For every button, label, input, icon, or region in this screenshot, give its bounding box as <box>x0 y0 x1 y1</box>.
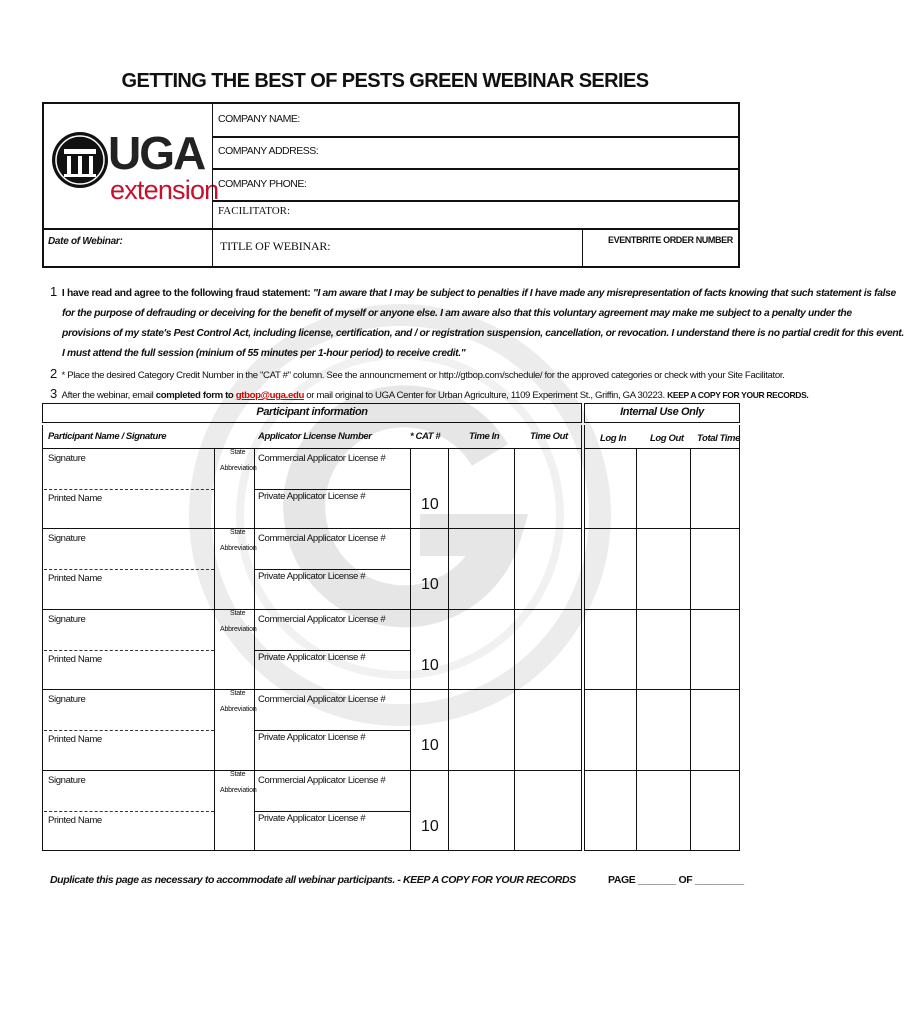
commercial-license-field[interactable]: Commercial Applicator License # <box>258 694 386 706</box>
col-cat-header: * CAT # <box>410 431 441 442</box>
col-time-out-header: Time Out <box>530 431 568 442</box>
email-instruction-b: completed form to <box>155 390 236 401</box>
private-license-field[interactable]: Private Applicator License # <box>258 651 366 663</box>
commercial-license-field[interactable]: Commercial Applicator License # <box>258 774 386 786</box>
signature-divider <box>44 811 214 812</box>
time-out-cell[interactable] <box>515 610 581 690</box>
facilitator-label[interactable]: FACILITATOR: <box>218 205 291 217</box>
divider <box>212 104 213 266</box>
divider <box>212 168 740 170</box>
fraud-statement-4: I must attend the full session (minium of 55 minutes per 1-hour period) to receive credit." <box>62 348 466 359</box>
divider <box>636 449 637 529</box>
fraud-statement-1: "I am aware that I may be subject to penalties if I have made any misrepresentation of facts knowing that such statement is false <box>312 288 896 299</box>
title-of-webinar-label[interactable]: TITLE OF WEBINAR: <box>220 239 331 253</box>
email-instruction-c: or mail original to UGA Center for Urban Agriculture, 1109 Experiment St., Griffin, GA 30223. <box>303 390 668 401</box>
fraud-statement-2: for the purpose of defrauding or deceiving for the benefit of myself or anyone else. I am aware also that this voluntary agreement may make me subject to a penalty under the <box>62 308 852 319</box>
divider <box>636 610 637 690</box>
company-phone-label[interactable]: COMPANY PHONE: <box>218 178 307 190</box>
col-total-time-header: Total Time <box>697 433 740 444</box>
page-title: GETTING THE BEST OF PESTS GREEN WEBINAR SERIES <box>121 70 649 92</box>
printed-name-field[interactable]: Printed Name <box>48 573 102 585</box>
divider <box>254 650 410 651</box>
internal-row <box>584 449 740 529</box>
time-in-cell[interactable] <box>449 529 513 609</box>
participant-info-header: Participant information <box>42 403 582 423</box>
divider <box>690 690 691 770</box>
time-in-cell[interactable] <box>449 771 513 851</box>
signature-divider <box>44 650 214 651</box>
divider <box>214 610 215 690</box>
signature-field[interactable]: Signature <box>48 774 86 786</box>
item-number: 3 <box>50 386 57 401</box>
divider <box>214 529 215 609</box>
signature-field[interactable]: Signature <box>48 533 86 545</box>
divider <box>636 690 637 770</box>
fraud-statement-3: provisions of my state's Pest Control Act, including license, certification, and / or registration suspension, cancellation, or revocation. I understand there is no partial credit for this event. <box>62 328 904 339</box>
divider <box>212 200 740 202</box>
fraud-lead: I have read and agree to the following fraud statement: <box>61 288 313 299</box>
cat-instruction: * Place the desired Category Credit Number in the "CAT #" column. See the announcmement or http://gtbop.com/schedule/ for the approved categories or check with your Site Facilitator. <box>61 370 785 381</box>
printed-name-field[interactable]: Printed Name <box>48 493 102 504</box>
abbreviation-label: Abbreviation <box>220 545 257 553</box>
state-label: State <box>230 609 246 617</box>
divider <box>212 136 740 138</box>
signature-field[interactable]: Signature <box>48 453 86 464</box>
divider <box>214 690 215 770</box>
time-in-cell[interactable] <box>449 449 513 529</box>
divider <box>690 449 691 529</box>
instructions <box>50 282 904 406</box>
state-label: State <box>230 690 246 698</box>
private-license-field[interactable]: Private Applicator License # <box>258 491 366 502</box>
divider <box>690 771 691 851</box>
divider <box>410 771 411 851</box>
cat-value[interactable]: 10 <box>421 656 439 674</box>
time-out-cell[interactable] <box>515 771 581 851</box>
divider <box>410 690 411 770</box>
item-number: 1 <box>50 284 57 299</box>
internal-row <box>584 690 740 770</box>
divider <box>410 449 411 529</box>
internal-use-header: Internal Use Only <box>584 403 740 423</box>
logo-word: UGA <box>108 127 205 179</box>
divider <box>636 529 637 609</box>
printed-name-field[interactable]: Printed Name <box>48 814 102 826</box>
divider <box>214 771 215 851</box>
cat-value[interactable]: 10 <box>421 496 439 513</box>
time-in-cell[interactable] <box>449 610 513 690</box>
divider <box>254 730 410 731</box>
private-license-field[interactable]: Private Applicator License # <box>258 571 366 583</box>
internal-row <box>584 771 740 851</box>
keep-copy-note: KEEP A COPY FOR YOUR RECORDS. <box>667 390 809 400</box>
cat-value[interactable]: 10 <box>421 737 439 755</box>
uga-extension-logo <box>44 104 219 230</box>
divider <box>254 489 410 490</box>
email-link[interactable]: gtbop@uga.edu <box>235 390 304 401</box>
commercial-license-field[interactable]: Commercial Applicator License # <box>258 453 386 464</box>
internal-row <box>584 610 740 690</box>
signature-field[interactable]: Signature <box>48 694 86 706</box>
divider <box>42 228 740 230</box>
email-instruction-a: After the webinar, email <box>61 390 156 401</box>
divider <box>690 529 691 609</box>
private-license-field[interactable]: Private Applicator License # <box>258 732 366 744</box>
commercial-license-field[interactable]: Commercial Applicator License # <box>258 613 386 625</box>
internal-row <box>584 529 740 609</box>
abbreviation-label: Abbreviation <box>220 625 257 633</box>
time-out-cell[interactable] <box>515 690 581 770</box>
divider <box>410 610 411 690</box>
signature-divider <box>44 489 214 490</box>
divider <box>214 449 215 529</box>
divider <box>254 811 410 812</box>
time-out-cell[interactable] <box>515 449 581 529</box>
printed-name-field[interactable]: Printed Name <box>48 653 102 665</box>
footer-note: Duplicate this page as necessary to accommodate all webinar participants. - KEEP A COPY FOR YOUR RECORDS <box>50 874 576 886</box>
cat-value[interactable]: 10 <box>421 817 439 835</box>
private-license-field[interactable]: Private Applicator License # <box>258 812 366 824</box>
page-number: PAGE _______ OF _________ <box>608 874 744 886</box>
divider <box>636 771 637 851</box>
divider <box>690 610 691 690</box>
state-label: State <box>230 529 246 537</box>
date-of-webinar-label[interactable]: Date of Webinar: <box>48 236 123 247</box>
abbreviation-label: Abbreviation <box>220 706 257 714</box>
divider <box>582 228 583 266</box>
state-label: State <box>230 770 246 778</box>
item-number: 2 <box>50 366 57 381</box>
time-out-cell[interactable] <box>515 529 581 609</box>
company-address-label[interactable]: COMPANY ADDRESS: <box>218 145 319 157</box>
printed-name-field[interactable]: Printed Name <box>48 734 102 746</box>
logo-subword: extension <box>110 175 219 205</box>
time-in-cell[interactable] <box>449 690 513 770</box>
commercial-license-field[interactable]: Commercial Applicator License # <box>258 533 386 545</box>
signature-divider <box>44 569 214 570</box>
col-time-in-header: Time In <box>469 431 500 442</box>
signature-field[interactable]: Signature <box>48 613 86 625</box>
col-log-out-header: Log Out <box>650 433 684 444</box>
company-name-label[interactable]: COMPANY NAME: <box>218 113 300 125</box>
col-log-in-header: Log In <box>600 433 627 444</box>
abbreviation-label: Abbreviation <box>220 465 257 472</box>
col-license-header: Applicator License Number <box>258 431 372 442</box>
signature-divider <box>44 730 214 731</box>
state-label: State <box>230 449 246 456</box>
eventbrite-order-label[interactable]: EVENTBRITE ORDER NUMBER <box>608 235 733 245</box>
col-name-header: Participant Name / Signature <box>48 431 167 442</box>
divider <box>254 569 410 570</box>
divider <box>410 529 411 609</box>
abbreviation-label: Abbreviation <box>220 786 257 794</box>
cat-value[interactable]: 10 <box>421 576 439 594</box>
